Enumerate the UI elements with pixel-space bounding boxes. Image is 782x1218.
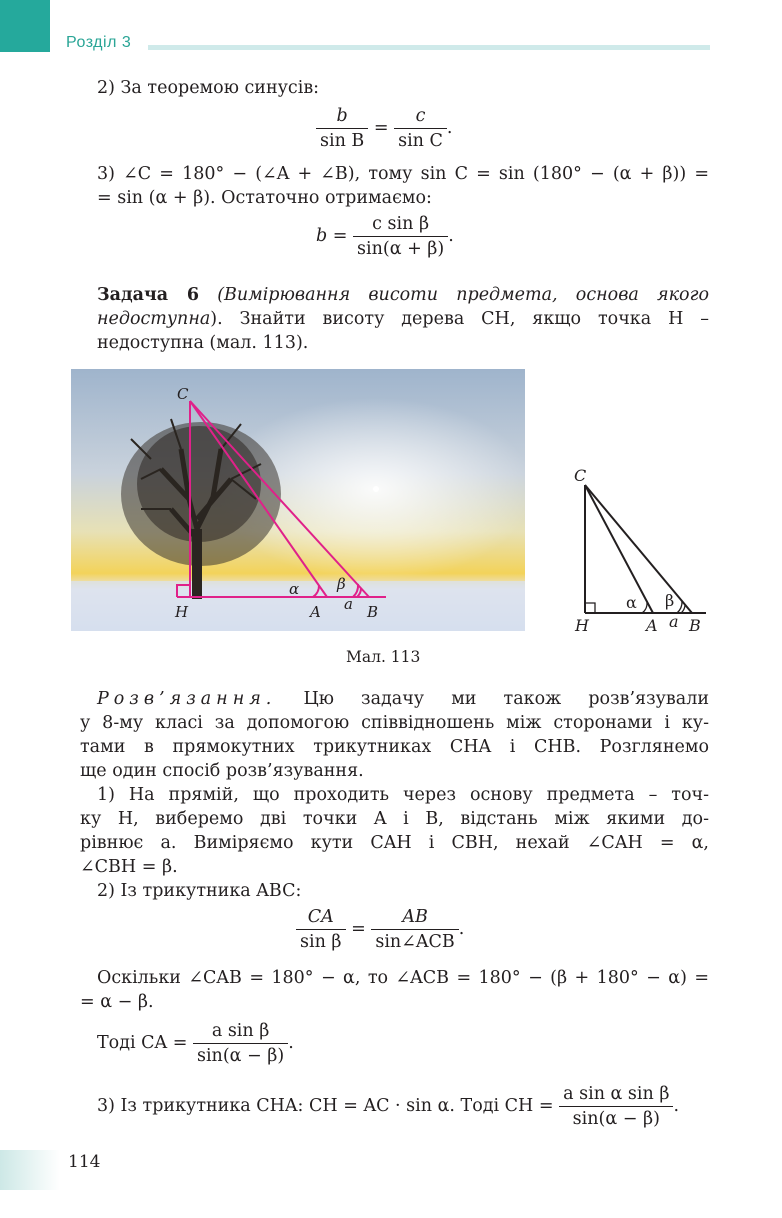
ch-formula: 3) Із трикутника CHA: CH = AC · sin α. Тоді CH = $\frac{\text{a sin α sin β}}{\sin(\alpha - \beta)}$ . [97,1084,680,1129]
diagram-label-b: B [689,616,701,635]
step1-line3: рівнює a. Виміряємо кути CAH і CBH, нехай ∠CAH = α, [80,833,709,853]
task6-line3: недоступна (мал. 113). [97,333,309,353]
task6-line2: недоступна). Знайти висоту дерева CH, якщо точка H – [97,309,709,329]
photo-label-c: C [177,385,189,403]
diagram-label-a: A [646,616,658,635]
photo-label-a-distance: a [344,595,353,613]
fraction-ca: $\frac{CA}{\text{sin β}}$ [296,905,346,954]
diagram-label-a-distance: a [669,612,679,631]
angle-acb-line1: Оскільки ∠CAB = 180° − α, то ∠ACB = 180° − (β + 180° − α) = [97,968,709,988]
header-rule [148,45,710,50]
step3-line1: 3) ∠C = 180° − (∠A + ∠B), тому sin C = sin (180° − (α + β)) = [97,164,709,184]
chapter-title: Розділ 3 [66,34,132,51]
sine-theorem-formula: $\frac{b}{\text{sin B}}$ = $\frac{c}{\text{sin C}}$ . [316,104,453,153]
diagram-label-beta: β [665,591,675,610]
step3-line2: = sin (α + β). Остаточно отримаємо: [97,188,432,208]
photo-label-beta: β [337,575,346,593]
solution-line1: Розв’язання. Цю задачу ми також розв’язували [97,689,709,709]
step1-line4: ∠CBH = β. [80,857,178,877]
solution-line2: у 8-му класі за допомогою співвідношень між сторонами і ку- [80,713,709,733]
photo-label-h: H [175,603,189,621]
ca-ab-formula: $\frac{CA}{\text{sin β}}$ = $\frac{AB}{\text{sin∠ACB}}$ . [296,905,464,954]
fraction-ab: $\frac{AB}{\text{sin∠ACB}}$ [371,905,458,954]
tree-photo [71,369,525,631]
fraction-b-sinB: $\frac{b}{\text{sin B}}$ [316,104,368,153]
diagram-label-c: C [574,466,587,485]
page-number: 114 [68,1152,101,1172]
b-formula: b = $\frac{\text{c sin β}}{\sin(\alpha + \beta)}$ . [316,214,454,259]
triangle-diagram [560,455,720,635]
step1-line2: ку H, виберемо дві точки A і B, відстань між якими до- [80,809,709,829]
photo-label-b: B [367,603,379,621]
fraction-c-sinC: $\frac{c}{\text{sin C}}$ [394,104,447,153]
step2-text: 2) За теоремою синусів: [97,78,320,98]
solution-line4: ще один спосіб розв’язування. [80,761,364,781]
page-corner-band [0,1150,60,1190]
figure-caption: Мал. 113 [346,648,421,666]
solution-line3: тами в прямокутних трикутниках CHA і CHB. Розглянемо [80,737,709,757]
step1-line1: 1) На прямій, що проходить через основу предмета – точ- [97,785,709,805]
chapter-tab [0,0,50,52]
fraction-csinb: $\frac{\text{c sin β}}{\sin(\alpha + \beta)}$ [353,212,448,261]
ca-formula: Тоді CA = $\frac{\text{a sin β}}{\sin(\alpha - \beta)}$ . [97,1021,294,1066]
sun-icon [373,486,379,492]
photo-label-alpha: α [289,580,300,598]
angle-acb-line2: = α − β. [80,992,154,1012]
step2b-text: 2) Із трикутника ABC: [97,881,302,901]
photo-label-a: A [310,603,321,621]
diagram-label-h: H [575,616,589,635]
diagram-lines [585,485,706,613]
diagram-label-alpha: α [626,593,637,612]
task6-line1: Задача 6 (Вимірювання висоти предмета, основа якого [97,285,709,305]
fraction-ca-result: $\frac{\text{a sin β}}{\sin(\alpha - \beta)}$ [193,1019,288,1068]
fraction-ch-result: $\frac{\text{a sin α sin β}}{\sin(\alpha - \beta)}$ [559,1082,673,1131]
